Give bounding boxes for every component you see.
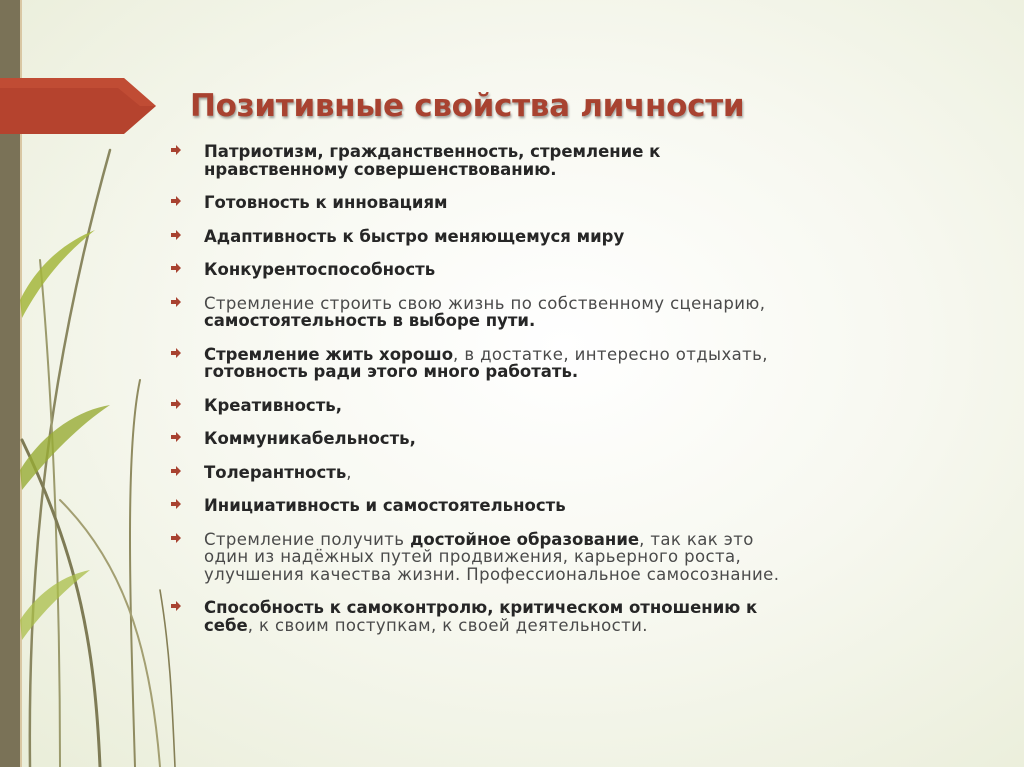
arrow-bullet-icon [170, 600, 182, 612]
list-item [170, 599, 780, 634]
arrow-bullet-icon [170, 347, 182, 359]
bold-text-segment: Стремление жить хорошо [204, 344, 454, 364]
arrow-bullet-icon [170, 431, 182, 443]
bold-text-segment: Готовность к инновациям [204, 193, 448, 212]
bold-text-segment: Коммуникабельность, [204, 429, 416, 448]
list-item [170, 430, 780, 448]
arrow-bullet-icon [170, 465, 182, 477]
list-item [170, 261, 780, 279]
text-segment: Стремление строить свою жизнь по собственному сценарию, [204, 293, 766, 313]
list-item [170, 194, 780, 212]
bold-text-segment: достойное образование [410, 529, 640, 549]
arrow-bullet-icon [170, 398, 182, 410]
arrow-bullet-icon [170, 498, 182, 510]
bold-text-segment: самостоятельность в выборе пути. [204, 311, 536, 330]
arrow-bullet-icon [170, 229, 182, 241]
list-item [170, 295, 780, 330]
list-item [170, 228, 780, 246]
arrow-bullet-icon [170, 144, 182, 156]
title-tab [0, 78, 160, 134]
bold-text-segment: Инициативность и самостоятельность [204, 496, 566, 515]
list-item [170, 464, 780, 482]
bold-text-segment: Способность к самоконтролю, критическом отношению к себе [204, 598, 758, 635]
list-item [170, 143, 780, 178]
bold-text-segment: готовность ради этого много работать. [204, 362, 579, 381]
bold-text-segment: Патриотизм, гражданственность, стремление к нравственному совершенствованию. [204, 142, 661, 179]
bold-text-segment: Толерантность [204, 462, 347, 482]
arrow-bullet-icon [170, 262, 182, 274]
text-segment: Стремление получить [204, 529, 411, 549]
arrow-bullet-icon [170, 532, 182, 544]
bold-text-segment: Креативность, [204, 395, 342, 415]
bold-text-segment: Адаптивность к быстро меняющемуся миру [204, 226, 625, 246]
list-item [170, 497, 780, 515]
list-item [170, 346, 780, 381]
arrow-bullet-icon [170, 296, 182, 308]
text-segment: , [346, 462, 352, 482]
text-segment: , в достатке, интересно отдыхать, [453, 344, 768, 364]
bold-text-segment: Конкурентоспособность [204, 260, 436, 279]
properties-list [170, 143, 780, 650]
slide-title: Позитивные свойства личности [190, 88, 745, 124]
text-segment: , так как это один из надёжных путей продвижения, карьерного роста, улучшения качества жизни. Профессиональное самосознание. [204, 529, 780, 584]
list-item [170, 397, 780, 415]
list-item [170, 531, 780, 584]
text-segment: , к своим поступкам, к своей деятельности. [247, 615, 648, 635]
arrow-bullet-icon [170, 195, 182, 207]
